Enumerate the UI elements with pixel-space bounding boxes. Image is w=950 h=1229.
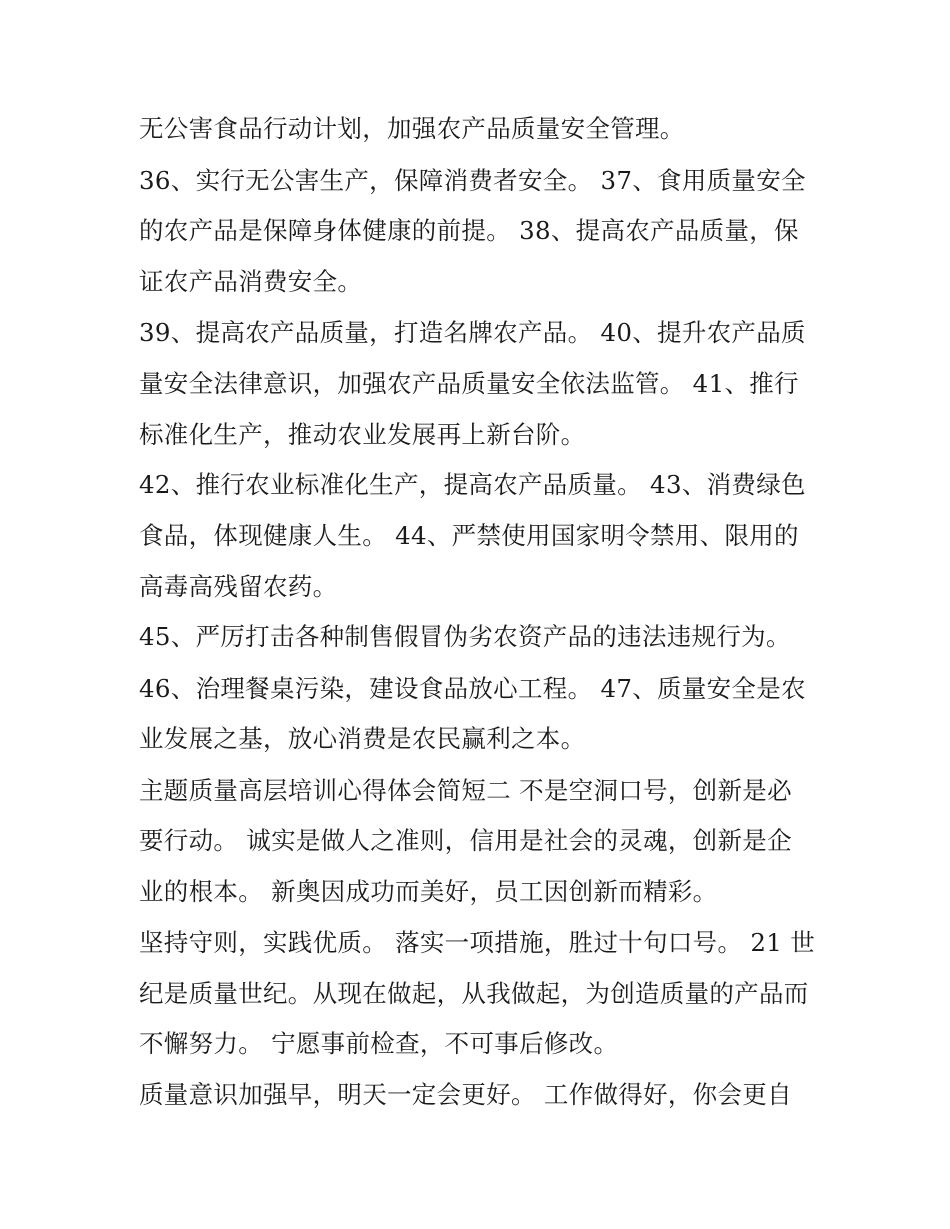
text-line-8: 42、推行农业标准化生产，提高农产品质量。 43、消费绿色 (139, 470, 806, 499)
text-line-12: 46、治理餐桌污染，建设食品放心工程。 47、质量安全是农 (139, 674, 806, 703)
text-line-3: 的农产品是保障身体健康的前提。 38、提高农产品质量，保 (139, 216, 799, 245)
text-line-19: 不懈努力。 宁愿事前检查，不可事后修改。 (139, 1029, 619, 1058)
text-line-10: 高毒高残留农药。 (139, 572, 338, 601)
text-line-20: 质量意识加强早，明天一定会更好。 工作做得好，你会更自 (139, 1080, 792, 1109)
text-line-14: 主题质量高层培训心得体会简短二 不是空洞口号，创新是必 (139, 776, 792, 805)
text-line-6: 量安全法律意识，加强农产品质量安全依法监管。 41、推行 (139, 369, 799, 398)
text-line-16: 业的根本。 新奥因成功而美好，员工因创新而精彩。 (139, 877, 718, 906)
text-line-15: 要行动。 诚实是做人之准则，信用是社会的灵魂，创新是企 (139, 826, 792, 855)
text-line-2: 36、实行无公害生产，保障消费者安全。 37、食用质量安全 (139, 166, 806, 195)
text-line-17: 坚持守则，实践优质。 落实一项措施，胜过十句口号。 21 世 (139, 928, 816, 957)
text-line-7: 标准化生产，推动农业发展再上新台阶。 (139, 420, 586, 449)
text-line-5: 39、提高农产品质量，打造名牌农产品。 40、提升农产品质 (139, 318, 806, 347)
text-line-9: 食品，体现健康人生。 44、严禁使用国家明令禁用、限用的 (139, 521, 799, 550)
text-line-13: 业发展之基，放心消费是农民赢利之本。 (139, 724, 586, 753)
text-line-18: 纪是质量世纪。从现在做起，从我做起，为创造质量的产品而 (139, 979, 809, 1008)
text-line-4: 证农产品消费安全。 (139, 267, 363, 296)
text-line-1: 无公害食品行动计划，加强农产品质量安全管理。 (139, 114, 685, 143)
text-line-11: 45、严厉打击各种制售假冒伪劣农资产品的违法违规行为。 (139, 622, 791, 651)
